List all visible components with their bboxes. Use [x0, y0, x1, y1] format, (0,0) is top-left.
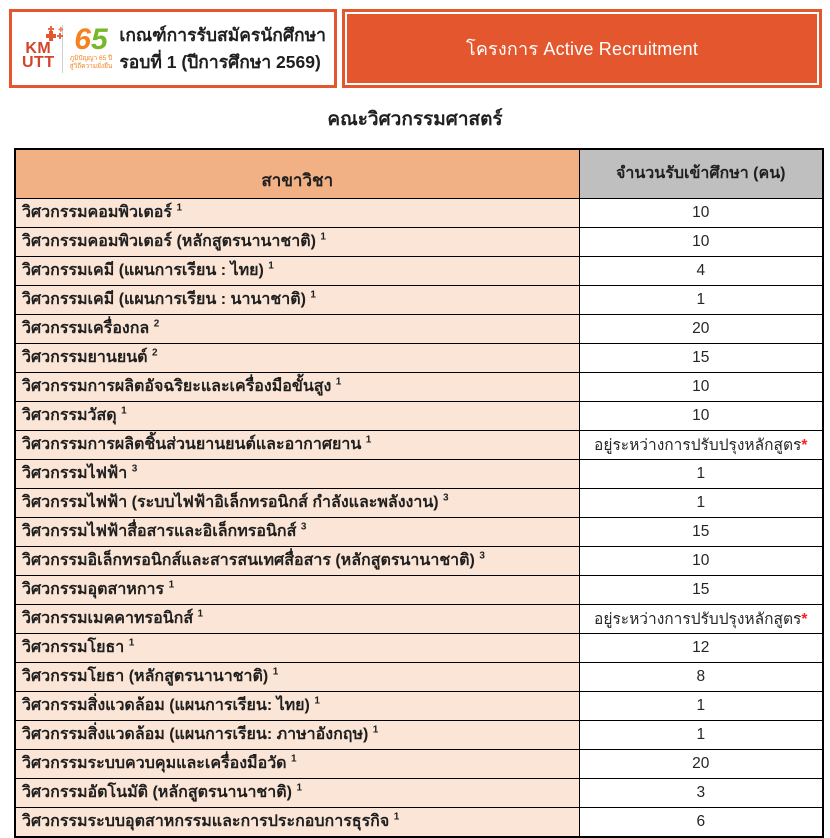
- admission-count-cell: [579, 749, 823, 778]
- program-name: วิศวกรรมวัสดุ: [22, 406, 117, 424]
- kmutt-cross-icon: [36, 26, 66, 44]
- program-footnote-superscript: 2: [152, 347, 158, 359]
- program-name-cell: [15, 662, 579, 691]
- admission-count-cell: [579, 807, 823, 837]
- program-name-cell: [15, 633, 579, 662]
- table-row: [15, 372, 823, 401]
- program-name: วิศวกรรมอุตสาหการ: [22, 580, 165, 598]
- table-row: [15, 517, 823, 546]
- admission-count: 10: [692, 203, 710, 221]
- admission-count: 10: [692, 377, 710, 395]
- admission-count: 12: [692, 638, 710, 656]
- program-footnote-superscript: 1: [296, 782, 302, 794]
- revision-note-asterisk: *: [801, 437, 808, 454]
- admission-count: อยู่ระหว่างการปรับปรุงหลักสูตร: [594, 437, 802, 454]
- admission-count: 20: [692, 319, 710, 337]
- program-name: วิศวกรรมการผลิตชิ้นส่วนยานยนต์และอากาศยาน: [22, 435, 362, 453]
- program-name-cell: [15, 604, 579, 633]
- admission-count: 10: [692, 551, 710, 569]
- admission-count: 6: [696, 812, 706, 830]
- faculty-title: คณะวิศวกรรมศาสตร์: [327, 109, 503, 130]
- table-row: [15, 575, 823, 604]
- table-row: [15, 227, 823, 256]
- admission-count: 10: [692, 232, 710, 250]
- program-name-cell: [15, 517, 579, 546]
- program-footnote-superscript: 1: [320, 231, 326, 243]
- program-name: วิศวกรรมเคมี (แผนการเรียน : นานาชาติ): [22, 290, 306, 308]
- program-footnote-superscript: 1: [393, 811, 400, 823]
- admission-count: 10: [692, 406, 710, 424]
- program-name-cell: [15, 285, 579, 314]
- admission-count-cell: [579, 546, 823, 575]
- table-row: [15, 285, 823, 314]
- program-footnote-superscript: 1: [310, 289, 316, 301]
- program-name: วิศวกรรมเคมี (แผนการเรียน : ไทย): [22, 261, 264, 279]
- program-name: วิศวกรรมระบบอุตสาหกรรมและการประกอบการธุรกิจ: [22, 812, 390, 830]
- admission-count: 15: [692, 348, 710, 366]
- program-name-cell: [15, 343, 579, 372]
- anniversary-caption-line2: สู่วิถีความยั่งยืน: [69, 63, 113, 70]
- program-footnote-superscript: 1: [197, 608, 204, 620]
- admission-count-cell: [579, 720, 823, 749]
- program-footnote-superscript: 3: [479, 550, 485, 562]
- column-header-count: จำนวนรับเข้าศึกษา (คน): [579, 149, 823, 198]
- admission-count: 8: [696, 667, 706, 685]
- table-row: [15, 401, 823, 430]
- program-name-cell: [15, 198, 579, 227]
- table-row: [15, 256, 823, 285]
- program-footnote-superscript: 1: [121, 405, 127, 417]
- program-footnote-superscript: 1: [268, 260, 274, 272]
- anniversary-digit-6: 6: [74, 22, 91, 56]
- program-name-cell: [15, 459, 579, 488]
- project-banner-text: โครงการ Active Recruitment: [465, 39, 699, 59]
- kmutt-logo-line2: UTT: [22, 53, 55, 71]
- program-name-cell: [15, 256, 579, 285]
- program-name: วิศวกรรมไฟฟ้า (ระบบไฟฟ้าอิเล็กทรอนิกส์ กำลังและพลังงาน): [22, 493, 439, 511]
- kmutt-logo: [22, 28, 55, 69]
- anniversary-65-logo: [69, 22, 113, 71]
- admission-count-cell: [579, 778, 823, 807]
- program-footnote-superscript: 1: [365, 434, 372, 446]
- project-banner: [342, 9, 822, 88]
- admission-count-cell: [579, 285, 823, 314]
- program-name-cell: [15, 807, 579, 837]
- table-row: [15, 691, 823, 720]
- page-header: [9, 9, 822, 88]
- admission-count: 1: [696, 725, 706, 743]
- admission-count-cell: [579, 575, 823, 604]
- admission-count-cell: [579, 372, 823, 401]
- program-name: วิศวกรรมยานยนต์: [22, 348, 148, 366]
- table-row: [15, 807, 823, 837]
- program-name-cell: [15, 575, 579, 604]
- table-row: [15, 662, 823, 691]
- program-name-cell: [15, 749, 579, 778]
- admission-count-cell: [579, 662, 823, 691]
- admission-count: 1: [696, 696, 706, 714]
- program-footnote-superscript: 1: [272, 666, 279, 678]
- program-name-cell: [15, 314, 579, 343]
- program-name-cell: [15, 430, 579, 459]
- program-name-cell: [15, 372, 579, 401]
- admission-count-cell: [579, 401, 823, 430]
- program-name: วิศวกรรมเมคคาทรอนิกส์: [22, 609, 194, 627]
- table-row: [15, 604, 823, 633]
- admission-count-cell: [579, 604, 823, 633]
- admission-count-cell: [579, 517, 823, 546]
- program-name-cell: [15, 488, 579, 517]
- program-name: วิศวกรรมอิเล็กทรอนิกส์และสารสนเทศสื่อสาร (หลักสูตรนานาชาติ): [22, 551, 475, 569]
- program-name: วิศวกรรมเครื่องกล: [22, 319, 150, 337]
- admission-count-cell: [579, 488, 823, 517]
- admission-count: 3: [696, 783, 706, 801]
- program-name: วิศวกรรมคอมพิวเตอร์: [22, 203, 172, 221]
- table-row: [15, 720, 823, 749]
- table-row: [15, 198, 823, 227]
- program-footnote-superscript: 1: [372, 724, 379, 736]
- table-row: [15, 546, 823, 575]
- admission-count: 4: [696, 261, 706, 279]
- admission-count-cell: [579, 343, 823, 372]
- table-body: [15, 198, 823, 837]
- program-name-cell: [15, 720, 579, 749]
- program-name: วิศวกรรมโยธา (หลักสูตรนานาชาติ): [22, 667, 269, 685]
- table-header-row: [15, 149, 823, 198]
- admission-count: อยู่ระหว่างการปรับปรุงหลักสูตร: [594, 611, 802, 628]
- program-footnote-superscript: 1: [335, 376, 342, 388]
- table-row: [15, 778, 823, 807]
- program-footnote-superscript: 1: [128, 637, 135, 649]
- revision-note-asterisk: *: [801, 611, 808, 628]
- program-footnote-superscript: 3: [300, 521, 307, 533]
- admission-count: 1: [696, 464, 706, 482]
- program-name-cell: [15, 691, 579, 720]
- anniversary-caption-line1: ภูมิปัญญา 65 ปี: [69, 54, 113, 62]
- program-footnote-superscript: 1: [291, 753, 297, 765]
- program-name: วิศวกรรมอัตโนมัติ (หลักสูตรนานาชาติ): [22, 783, 292, 801]
- table-row: [15, 314, 823, 343]
- admission-count: 15: [692, 522, 710, 540]
- table-row: [15, 488, 823, 517]
- admission-count: 20: [692, 754, 710, 772]
- document-title: [119, 22, 326, 75]
- admission-count-cell: [579, 633, 823, 662]
- program-footnote-superscript: 3: [443, 492, 449, 504]
- program-name: วิศวกรรมไฟฟ้าสื่อสารและอิเล็กทรอนิกส์: [22, 522, 297, 540]
- program-name-cell: [15, 401, 579, 430]
- program-name: วิศวกรรมสิ่งแวดล้อม (แผนการเรียน: ไทย): [22, 696, 310, 714]
- table-row: [15, 633, 823, 662]
- program-name: วิศวกรรมการผลิตอัจฉริยะและเครื่องมือขั้นสูง: [22, 377, 332, 395]
- admission-count: 1: [696, 493, 706, 511]
- program-footnote-superscript: 1: [176, 202, 183, 214]
- program-name-cell: [15, 778, 579, 807]
- admission-table: [14, 148, 824, 838]
- admission-count-cell: [579, 256, 823, 285]
- admission-count: 15: [692, 580, 710, 598]
- admission-count-cell: [579, 227, 823, 256]
- program-name: วิศวกรรมระบบควบคุมและเครื่องมือวัด: [22, 754, 287, 772]
- admission-count-cell: [579, 459, 823, 488]
- criteria-title-box: [9, 9, 337, 88]
- table-row: [15, 749, 823, 778]
- kmutt-logo-line1: KM: [25, 39, 52, 57]
- project-banner-fill: [347, 14, 817, 83]
- column-header-program: สาขาวิชา: [15, 149, 579, 198]
- document-title-line2: รอบที่ 1 (ปีการศึกษา 2569): [119, 51, 321, 72]
- admission-count-cell: [579, 691, 823, 720]
- table-row: [15, 459, 823, 488]
- anniversary-digit-5: 5: [90, 22, 108, 56]
- program-name: วิศวกรรมโยธา: [22, 638, 125, 656]
- admission-count-cell: [579, 430, 823, 459]
- program-footnote-superscript: 3: [131, 463, 138, 475]
- program-footnote-superscript: 2: [153, 318, 160, 330]
- program-name: วิศวกรรมไฟฟ้า: [22, 464, 128, 482]
- table-row: [15, 343, 823, 372]
- program-name: วิศวกรรมสิ่งแวดล้อม (แผนการเรียน: ภาษาอังกฤษ): [22, 725, 369, 743]
- program-footnote-superscript: 1: [168, 579, 175, 591]
- program-name: วิศวกรรมคอมพิวเตอร์ (หลักสูตรนานาชาติ): [22, 232, 316, 250]
- document-title-line1: เกณฑ์การรับสมัครนักศึกษา: [119, 25, 326, 46]
- program-footnote-superscript: 1: [314, 695, 320, 707]
- program-name-cell: [15, 227, 579, 256]
- admission-count-cell: [579, 314, 823, 343]
- admission-count-cell: [579, 198, 823, 227]
- program-name-cell: [15, 546, 579, 575]
- admission-count: 1: [696, 290, 706, 308]
- table-row: [15, 430, 823, 459]
